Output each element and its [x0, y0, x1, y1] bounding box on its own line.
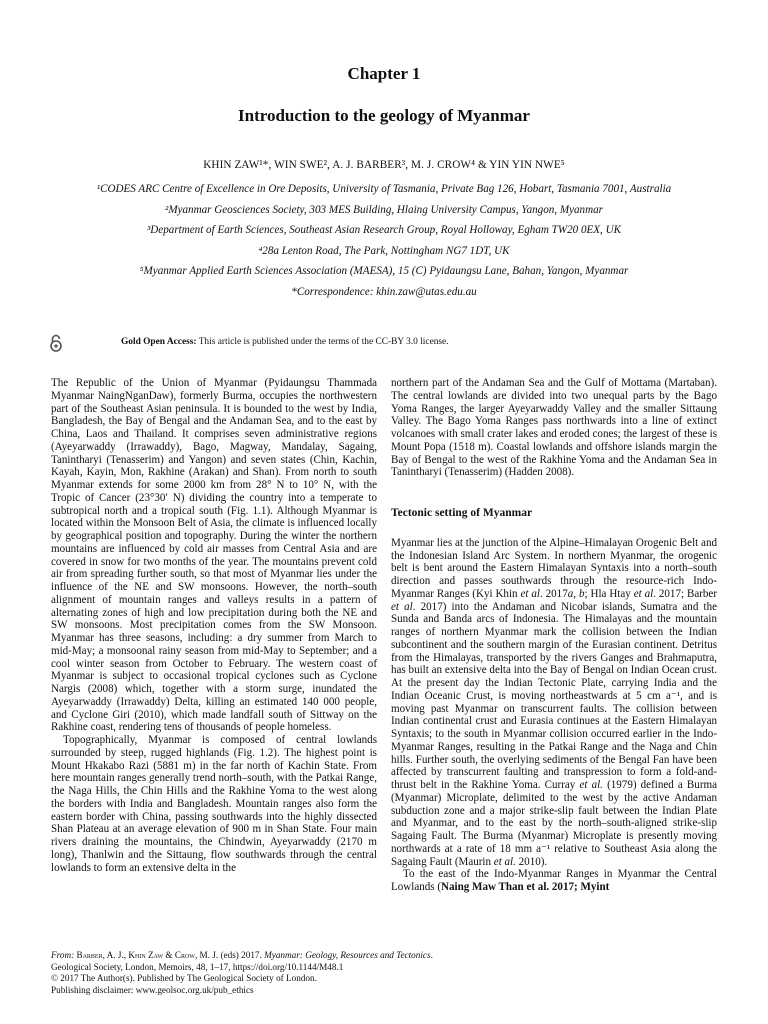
affiliation-2: ²Myanmar Geosciences Society, 303 MES Building, Hlaing University Campus, Yangon, Myanmar: [165, 203, 603, 216]
footer-citation: Geological Society, London, Memoirs, 48, 1–17, https://doi.org/10.1144/M48.1: [51, 961, 344, 972]
paragraph-tectonic: Myanmar lies at the junction of the Alpine–Himalayan Orogenic Belt and the Indonesian Island Arc System. In northern Myanmar, the orogenic belt is bent around the Eastern Himalayan Syntaxis into a north–south direction and passes southwards through the resource-rich Indo-Myanmar Ranges (Kyi Khin et al. 2017a, b; Hla Htay et al. 2017; Barber et al. 2017) into the Andaman and Nicobar islands, Sumatra and the Sunda and Banda arcs of Indonesia. The Himalayas and the mountain ranges of northern Myanmar mark the collision between the Indian subcontinent and the southern margin of the Eurasian continent. Detritus from the Himalayas, transported by the rivers Ganges and Brahmaputra, has built an extensive delta into the Bay of Bengal on Indian Ocean crust. At the present day the Indian Tectonic Plate, carrying India and the Indian Oceanic Crust, is moving northeastwards at 5 cm a⁻¹, and is moving past Myanmar on transcurrent faults. The collision between Indian continental crust and Eurasia continues at the Eastern Himalayan Syntaxis; to the south in Myanmar collision occurred earlier in the Indo-Myanmar Ranges, resulting in the Patkai Range and the Naga and Chin hills. Further south, the overlying sediments of the Bengal Fan have been affected by transcurrent faulting and transpression to form a fold-and-thrust belt in the Rakhine Yoma. Curray et al. (1979) defined a Burma (Myanmar) Microplate, delimited to the west by the active Andaman subduction zone and a major strike-slip fault between the Indian Plate and Myanmar, and to the east by the north–south-aligned strike-slip Sagaing Fault. The Burma (Myanmar) Microplate is presently moving northwards at a rate of 18 mm a⁻¹ relative to Southeast Asia along the Sagaing Fault (Maurin et al. 2010).: [391, 536, 718, 868]
footer-disclaimer: Publishing disclaimer: www.geolsoc.org.uk/pub_ethics: [51, 984, 254, 995]
author-list: KHIN ZAW¹*, WIN SWE², A. J. BARBER³, M. J. CROW⁴ & YIN YIN NWE⁵: [203, 159, 565, 171]
citation-footer: [51, 950, 731, 996]
chapter-label: Chapter 1: [347, 64, 421, 83]
paragraph-intro: The Republic of the Union of Myanmar (Pyidaungsu Thammada Myanmar NaingNganDaw), formerly Burma, occupies the northwestern part of the Southeast Asian peninsula. It is bounded to the west by India, Bangladesh, the Bay of Bengal and the Andaman Sea, and to the east by China, Laos and Thailand. It comprises seven administrative regions (Ayeyarwaddy (Irrawaddy), Bago, Magway, Mandalay, Sagaing, Tanintharyi (Tenasserim) and Yangon) and seven states (Chin, Kachin, Kayah, Kayin, Mon, Rakhine (Arakan) and Shan). From north to south Myanmar extends for some 2000 km from 28° N to 10° N, with the Tropic of Cancer (23°30′ N) dividing the country into a temperate to subtropical north and a tropical south (Fig. 1.1). Although Myanmar is located within the Monsoon Belt of Asia, the climate is influenced locally by geographical position and topography. During the winter the northern mountains are influenced by cold air masses from Central Asia and are covered in snow for two months of the year. The mountains prevent cold air from spreading further south, so that most of Myanmar lies under the influence of the NE and SW monsoons. However, the north–south alignment of mountain ranges and valleys results in a pattern of alternating zones of high and low precipitation during both the NE and SW monsoons. Most precipitation comes from the SW Monsoon. Myanmar has three seasons, including: a dry summer from March to mid-May; a monsoonal rainy season from mid-May to September; and a cool winter season from October to February. The western coast of Myanmar is subject to occasional tropical cyclones such as Cyclone Nargis (2008) which, together with a storm surge, inundated the Ayeyarwaddy (Irrawaddy) Delta, killing an estimated 140 000 people, and Cyclone Giri (2010), which made landfall south of Sittway on the Rakhine coast, rendering tens of thousands of people homeless.: [51, 377, 377, 734]
correspondence: *Correspondence: khin.zaw@utas.edu.au: [291, 285, 477, 298]
left-column: [51, 377, 377, 874]
paragraph-topography: Topographically, Myanmar is composed of central lowlands surrounded by steep, rugged highlands (Fig. 1.2). The highest point is Mount Hkakabo Razi (5881 m) in the far north of Kachin State. From here mountain ranges generally trend north–south, with the Patkai Range, the Naga Hills, the Chin Hills and the Rakhine Yoma to the west along the borders with India and Bangladesh. Mountain ranges also form the eastern border with China, passing southwards into the highly dissected Shan Plateau at an average elevation of 900 m in Shan State. Four main rivers draining the mountains, the Chindwin, Ayeyarwaddy (2170 m long), Thanlwin and the Sittaung, flow southwards through the central lowlands to form an extensive delta in the: [51, 734, 377, 874]
footer-from-line: From: Barber, A. J., Khin Zaw & Crow, M. J. (eds) 2017. Myanmar: Geology, Resources and Tectonics.: [51, 950, 433, 960]
footer-copyright: © 2017 The Author(s). Published by The Geological Society of London.: [51, 973, 317, 984]
paragraph-central-lowlands: To the east of the Indo-Myanmar Ranges in Myanmar the Central Lowlands (Naing Maw Than et al. 2017; Myint: [391, 868, 717, 893]
article-title: Introduction to the geology of Myanmar: [238, 106, 530, 125]
open-access-label: Gold Open Access:: [121, 337, 197, 347]
open-lock-icon: [48, 333, 64, 353]
open-access-notice: [48, 333, 728, 355]
open-access-text: [121, 337, 449, 347]
affiliation-3: ³Department of Earth Sciences, Southeast Asian Research Group, Royal Holloway, Egham TW20 0EX, UK: [146, 224, 622, 236]
affiliation-4: ⁴28a Lenton Road, The Park, Nottingham NG7 1DT, UK: [258, 244, 510, 257]
open-access-license: This article is published under the terms of the CC-BY 3.0 license.: [196, 337, 449, 347]
paragraph-continued: northern part of the Andaman Sea and the Gulf of Mottama (Martaban). The central lowlands are divided into two unequal parts by the Bago Yoma Ranges, the larger Ayeyarwaddy Valley and the smaller Sittaung Valley. The Bago Yoma Ranges pass northwards into a line of extinct volcanoes with small crater lakes and eroded cones; the largest of these is Mount Popa (1518 m). Coastal lowlands and offshore islands margin the Bay of Bengal to the west of the Rakhine Yoma and the Andaman Sea in Tanintharyi (Tenasserim) (Hadden 2008).: [391, 377, 717, 479]
affiliations: [0, 179, 768, 302]
affiliation-1: ¹CODES ARC Centre of Excellence in Ore Deposits, University of Tasmania, Private Bag 126, Hobart, Tasmania 7001, Australia: [96, 183, 672, 195]
affiliation-5: ⁵Myanmar Applied Earth Sciences Association (MAESA), 15 (C) Pyidaungsu Lane, Bahan, Yangon, Myanmar: [139, 265, 629, 277]
right-column: [391, 377, 717, 894]
section-heading-tectonic: Tectonic setting of Myanmar: [391, 507, 533, 519]
